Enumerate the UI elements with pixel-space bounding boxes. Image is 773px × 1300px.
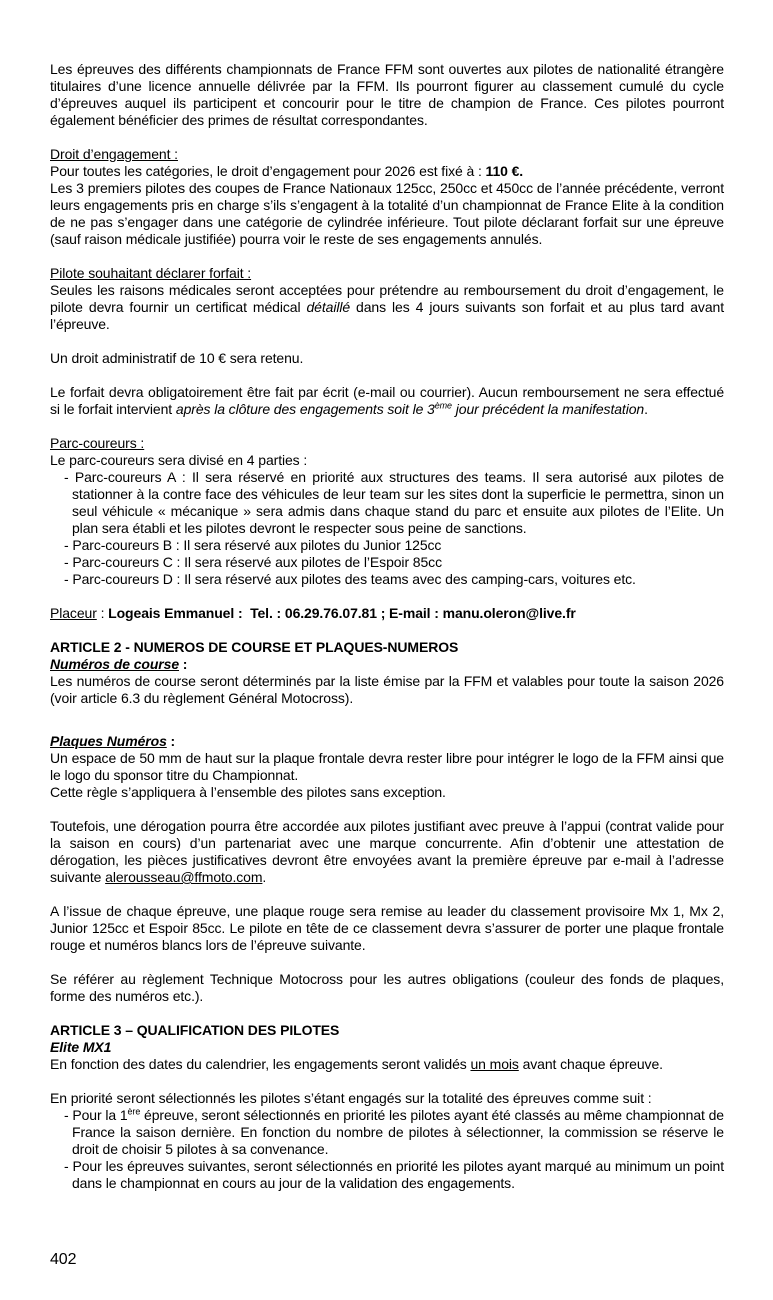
spacer (50, 1073, 724, 1090)
forfait-body (50, 282, 724, 333)
plaque-rouge-paragraph: A l’issue de chaque épreuve, une plaque rouge sera remise au leader du classement provisoire Mx 1, Mx 2, Junior 125cc et Espoir 85cc. Le pilote en tête de ce classement devra s’assurer de porter une plaque frontale rouge et numéros blancs lors de l’épreuve suivante. (50, 903, 724, 953)
placeur-line (50, 605, 724, 622)
plaques-numeros-body-1: Un espace de 50 mm de haut sur la plaque frontale devra rester libre pour intégrer le logo de la FFM ainsi que le logo du sponsor titre du Championnat. (50, 750, 724, 783)
spacer (50, 707, 724, 733)
droit-engagement-heading (50, 146, 724, 163)
droit-engagement-body: Les 3 premiers pilotes des coupes de France Nationaux 125cc, 250cc et 450cc de l’année précédente, verront leurs engagements pris en charge s’ils s’engagent à la totalité d’un championnat de France Elite à la condition de ne pas s’engager dans une catégorie de cylindrée inférieure. Tout pilote déclarant forfait sur une épreuve (sauf raison médicale justifiée) pourra voir le reste de ses engagements annulés. (50, 180, 724, 247)
forfait-heading-text: Pilote souhaitant déclarer forfait : (50, 265, 252, 281)
validation-prefix: En fonction des dates du calendrier, les engagements seront validés (50, 1056, 471, 1072)
spacer (50, 1005, 724, 1022)
validation-line (50, 1056, 724, 1073)
list-item-parc-c: - Parc-coureurs C : Il sera réservé aux pilotes de l’Espoir 85cc (64, 554, 442, 570)
email-link-alerousseau[interactable]: alerousseau@ffmoto.com (105, 869, 263, 885)
fee-line-prefix: Pour toutes les catégories, le droit d’engagement pour 2026 est fixé à : (50, 163, 486, 179)
fee-line (50, 163, 724, 180)
spacer (50, 801, 724, 818)
placeur-contact: Logeais Emmanuel : Tel. : 06.29.76.07.81 ; E-mail : manu.oleron@live.fr (108, 605, 576, 621)
written-forfait-italic-2: jour précédent la manifestation (451, 401, 645, 417)
fee-amount: 110 €. (485, 163, 524, 179)
numeros-course-heading-colon: : (179, 656, 188, 672)
article-2-title: ARTICLE 2 - NUMEROS DE COURSE ET PLAQUES-NUMEROS (50, 639, 459, 655)
parc-coureurs-heading (50, 435, 724, 452)
forfait-body-italic: détaillé (306, 299, 351, 315)
forfait-body-suffix: dans les 4 jours suivants son forfait et au plus tard avant l’épreuve. (50, 299, 724, 332)
spacer (50, 418, 724, 435)
list-item-parc-a: - Parc-coureurs A : Il sera réservé en priorité aux structures des teams. Il sera autorisé aux pilotes de stationner à la contre face des véhicules de leur team sur les sites dont la superficie le permettra, sinon un seul véhicule « mécanique » sera admis dans chaque stand du parc et ensuite aux pilotes de l’Elite. Un plan sera établi et les pilotes devront le respecter sous peine de sanctions. (64, 469, 724, 536)
placeur-separator: : (96, 605, 109, 621)
written-forfait-end: . (644, 401, 648, 417)
spacer (50, 248, 724, 265)
list-item-parc-b: - Parc-coureurs B : Il sera réservé aux pilotes du Junior 125cc (64, 537, 442, 553)
written-forfait-paragraph (50, 384, 724, 418)
written-forfait-prefix: Le forfait devra obligatoirement être fait par écrit (e-mail ou courrier). Aucun remboursement ne sera effectué si le forfait intervient (50, 384, 724, 417)
written-forfait-italic: après la clôture des engagements soit le 3 (175, 401, 435, 417)
plaques-numeros-heading-colon: : (166, 733, 176, 749)
written-forfait-superscript: ème (434, 400, 452, 411)
spacer (50, 129, 724, 146)
parc-coureurs-intro: Le parc-coureurs sera divisé en 4 parties : (50, 452, 308, 468)
validation-suffix: avant chaque épreuve. (518, 1056, 663, 1072)
list-item-qualification-1 (50, 1107, 724, 1158)
admin-fee-line: Un droit administratif de 10 € sera retenu. (50, 350, 304, 366)
article-3-title: ARTICLE 3 – QUALIFICATION DES PILOTES (50, 1022, 340, 1038)
qualification-1-suffix: épreuve, seront sélectionnés en priorité les pilotes ayant été classés au même championnat de France la saison dernière. En fonction du nombre de pilotes à sélectionner, la commission se réserve le droit de choisir 5 pilotes à sa convenance. (72, 1107, 724, 1157)
page-number: 402 (50, 1251, 77, 1268)
parc-coureurs-heading-text: Parc-coureurs : (50, 435, 145, 451)
derogation-end: . (262, 869, 267, 885)
qualification-1-prefix: - Pour la 1 (64, 1107, 128, 1123)
spacer (50, 333, 724, 350)
numeros-course-heading (50, 656, 724, 673)
derogation-text: Toutefois, une dérogation pourra être accordée aux pilotes justifiant avec preuve à l’appui (contrat valide pour la saison en cours) d’un partenariat avec une marque concurrente. Afin d’obtenir une attestation de dérogation, les pièces justificatives devront être envoyées avant la première épreuve par e-mail à l’adresse suivante (50, 818, 724, 885)
numeros-course-heading-text: Numéros de course (50, 656, 180, 672)
intro-paragraph: Les épreuves des différents championnats de France FFM sont ouvertes aux pilotes de nationalité étrangère titulaires d’une licence annuelle délivrée par la FFM. Ils pourront figurer au classement cumulé du cycle d’épreuves auquel ils participent et concourir pour le titre de champion de France. Ces pilotes pourront également bénéficier des primes de résultat correspondantes. (50, 61, 724, 128)
placeur-label: Placeur (50, 605, 97, 621)
forfait-body-prefix: Seules les raisons médicales seront acceptées pour prétendre au remboursement du droit d’engagement, le pilote devra fournir un certificat médical (50, 282, 724, 315)
plaques-numeros-body-2: Cette règle s’appliquera à l’ensemble des pilotes sans exception. (50, 784, 446, 800)
plaques-numeros-heading-text: Plaques Numéros (50, 733, 167, 749)
spacer (50, 886, 724, 903)
reference-technique-paragraph: Se référer au règlement Technique Motocross pour les autres obligations (couleur des fonds de plaques, forme des numéros etc.). (50, 971, 724, 1004)
priority-intro-line: En priorité seront sélectionnés les pilotes s’étant engagés sur la totalité des épreuves comme suit : (50, 1090, 652, 1106)
qualification-1-superscript: ère (127, 1106, 141, 1117)
list-item-parc-d: - Parc-coureurs D : Il sera réservé aux pilotes des teams avec des camping-cars, voitures etc. (64, 571, 636, 587)
spacer (50, 588, 724, 605)
plaques-numeros-heading (50, 733, 724, 750)
droit-engagement-heading-text: Droit d’engagement : (50, 146, 178, 162)
spacer (50, 622, 724, 639)
forfait-heading (50, 265, 724, 282)
list-item-qualification-2: - Pour les épreuves suivantes, seront sélectionnés en priorité les pilotes ayant marqué au minimum un point dans le championnat en cours au jour de la validation des engagements. (64, 1158, 724, 1191)
numeros-course-body: Les numéros de course seront déterminés par la liste émise par la FFM et valables pour toute la saison 2026 (voir article 6.3 du règlement Général Motocross). (50, 673, 724, 706)
article-3-subtitle-elite-mx1: Elite MX1 (50, 1039, 112, 1055)
validation-underline: un mois (470, 1056, 519, 1072)
spacer (50, 954, 724, 971)
derogation-paragraph (50, 818, 724, 886)
spacer (50, 367, 724, 384)
